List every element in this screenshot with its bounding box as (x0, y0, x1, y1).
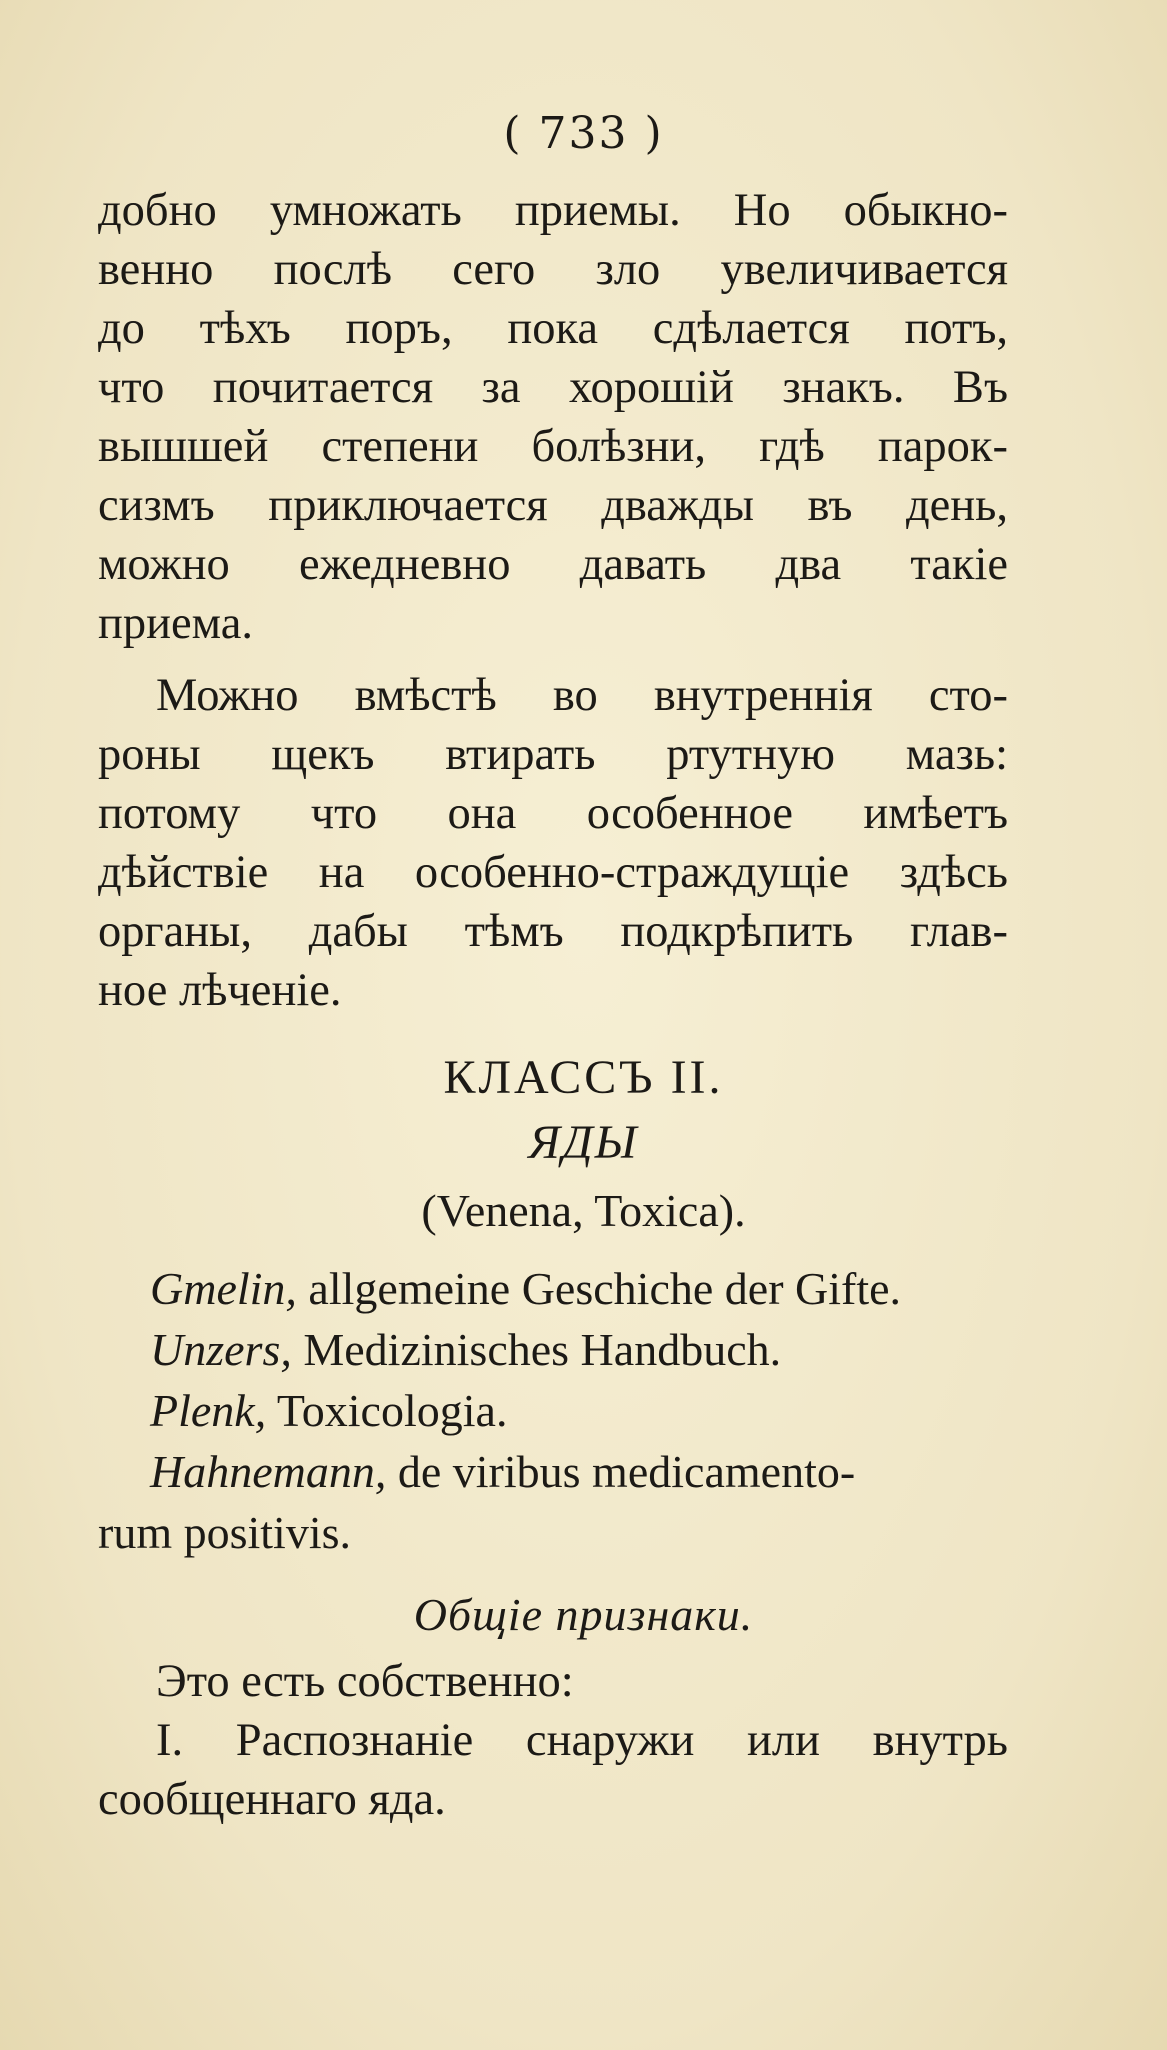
paragraph-mercury-ointment (98, 666, 1008, 1020)
text-line: венно послѣ сего зло увеличивается (98, 244, 1008, 295)
text-line: Можно вмѣстѣ во внутреннія сто- (156, 670, 1008, 721)
reference-title: de viribus medicamento- (386, 1446, 856, 1497)
reference-item (150, 1380, 1010, 1441)
reference-item (150, 1319, 1010, 1380)
paragraph-fever-treatment (98, 181, 1008, 653)
reference-author: Plenk, (150, 1385, 267, 1436)
reference-author: Hahnemann, (150, 1446, 387, 1497)
text-line: дѣйствіе на особенно-страждущіе здѣсь (98, 847, 1008, 898)
reference-continuation: rum positivis. (98, 1507, 352, 1558)
paragraph-recognition (98, 1652, 1008, 1829)
reference-title: allgemeine Geschiche der Gifte. (296, 1263, 902, 1314)
reference-item (150, 1258, 1010, 1319)
text-line: можно ежедневно давать два такіе (98, 539, 1008, 590)
text-line: вышшей степени болѣзни, гдѣ парок- (98, 421, 1008, 472)
text-line: сообщеннаго яда. (98, 1774, 446, 1825)
subheading-general-signs: Общіе признаки. (413, 1589, 754, 1640)
class-heading: КЛАССЪ II. (443, 1051, 724, 1104)
text-line: ное лѣченіе. (98, 965, 342, 1016)
text-line: приема. (98, 598, 254, 649)
class-latin-title: (Venena, Toxica). (421, 1185, 746, 1236)
page-number: ( 733 ) (503, 108, 664, 159)
text-line: I. Распознаніе снаружи или внутрь (156, 1715, 1008, 1766)
text-line: потому что она особенное имѣетъ (98, 788, 1008, 839)
text-line: что почитается за хорошій знакъ. Въ (98, 362, 1008, 413)
reference-item (150, 1441, 1010, 1502)
text-line: Это есть собственно: (156, 1656, 574, 1707)
text-line: добно умножать приемы. Но обыкно- (98, 185, 1008, 236)
class-title: ЯДЫ (528, 1116, 639, 1169)
reference-title: Toxicologia. (266, 1385, 508, 1436)
text-line: органы, дабы тѣмъ подкрѣпить глав- (98, 906, 1008, 957)
reference-author: Unzers, (150, 1324, 292, 1375)
text-line: до тѣхъ поръ, пока сдѣлается потъ, (98, 303, 1008, 354)
text-line: сизмъ приключается дважды въ день, (98, 480, 1008, 531)
reference-title: Medizinisches Handbuch. (291, 1324, 782, 1375)
reference-author: Gmelin, (150, 1263, 297, 1314)
text-line: роны щекъ втирать ртутную мазь: (98, 729, 1008, 780)
reference-list (98, 1258, 1010, 1563)
